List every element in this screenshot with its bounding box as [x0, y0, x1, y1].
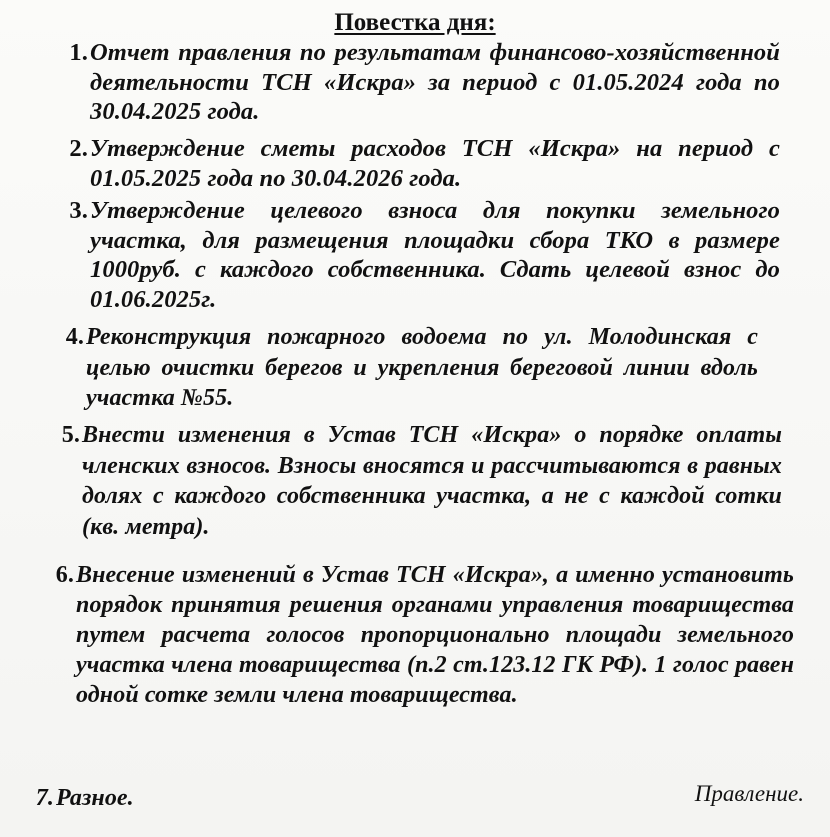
agenda-item-number: 2.	[69, 135, 88, 162]
agenda-title-text: Повестка дня:	[334, 9, 496, 36]
agenda-item-text: Утверждение целевого взноса для покупки земельного участка, для размещения площадки сбора ТКО в размере 1000руб. с каждого собственника. Сдать целевой взнос до 01.06.2025г.	[90, 197, 780, 313]
agenda-item-text: Внесение изменений в Устав ТСН «Искра», а именно установить порядок принятия решения органами управления товарищества путем расчета голосов пропорционально площади земельного участка члена товарищества (п.2 ст.123.12 ГК РФ). 1 голос равен одной сотке земли члена товарищества.	[76, 562, 794, 708]
agenda-item-number: 6.	[55, 562, 74, 588]
agenda-item-3	[69, 196, 780, 314]
agenda-item-text: Реконструкция пожарного водоема по ул. Молодинская с целью очистки берегов и укрепления береговой линии вдоль участка №55.	[86, 324, 758, 411]
agenda-item-text: Внести изменения в Устав ТСН «Искра» о порядке оплаты членских взносов. Взносы вносятся и рассчитываются в равных долях с каждого собственника участка, а не с каждой сотки (кв. метра).	[82, 422, 782, 540]
agenda-item-text: Утверждение сметы расходов ТСН «Искра» на период с 01.05.2025 года по 30.04.2026 года.	[90, 135, 780, 192]
agenda-item-7	[35, 783, 356, 813]
agenda-item-2	[69, 134, 780, 193]
agenda-item-6	[55, 560, 794, 710]
agenda-item-number: 7.	[35, 785, 54, 811]
agenda-title	[0, 8, 830, 38]
agenda-item-text: Разное.	[56, 785, 134, 811]
agenda-item-number: 1.	[69, 39, 88, 66]
agenda-item-number: 5.	[61, 422, 80, 448]
agenda-item-1	[69, 38, 780, 127]
agenda-item-5	[61, 420, 782, 542]
agenda-item-number: 4.	[65, 324, 84, 350]
agenda-item-text: Отчет правления по результатам финансово-хозяйственной деятельности ТСН «Искра» за период с 01.05.2024 года по 30.04.2025 года.	[90, 39, 780, 125]
agenda-item-number: 3.	[69, 197, 88, 224]
signature-text: Правление.	[694, 781, 804, 806]
agenda-item-4	[65, 322, 758, 414]
